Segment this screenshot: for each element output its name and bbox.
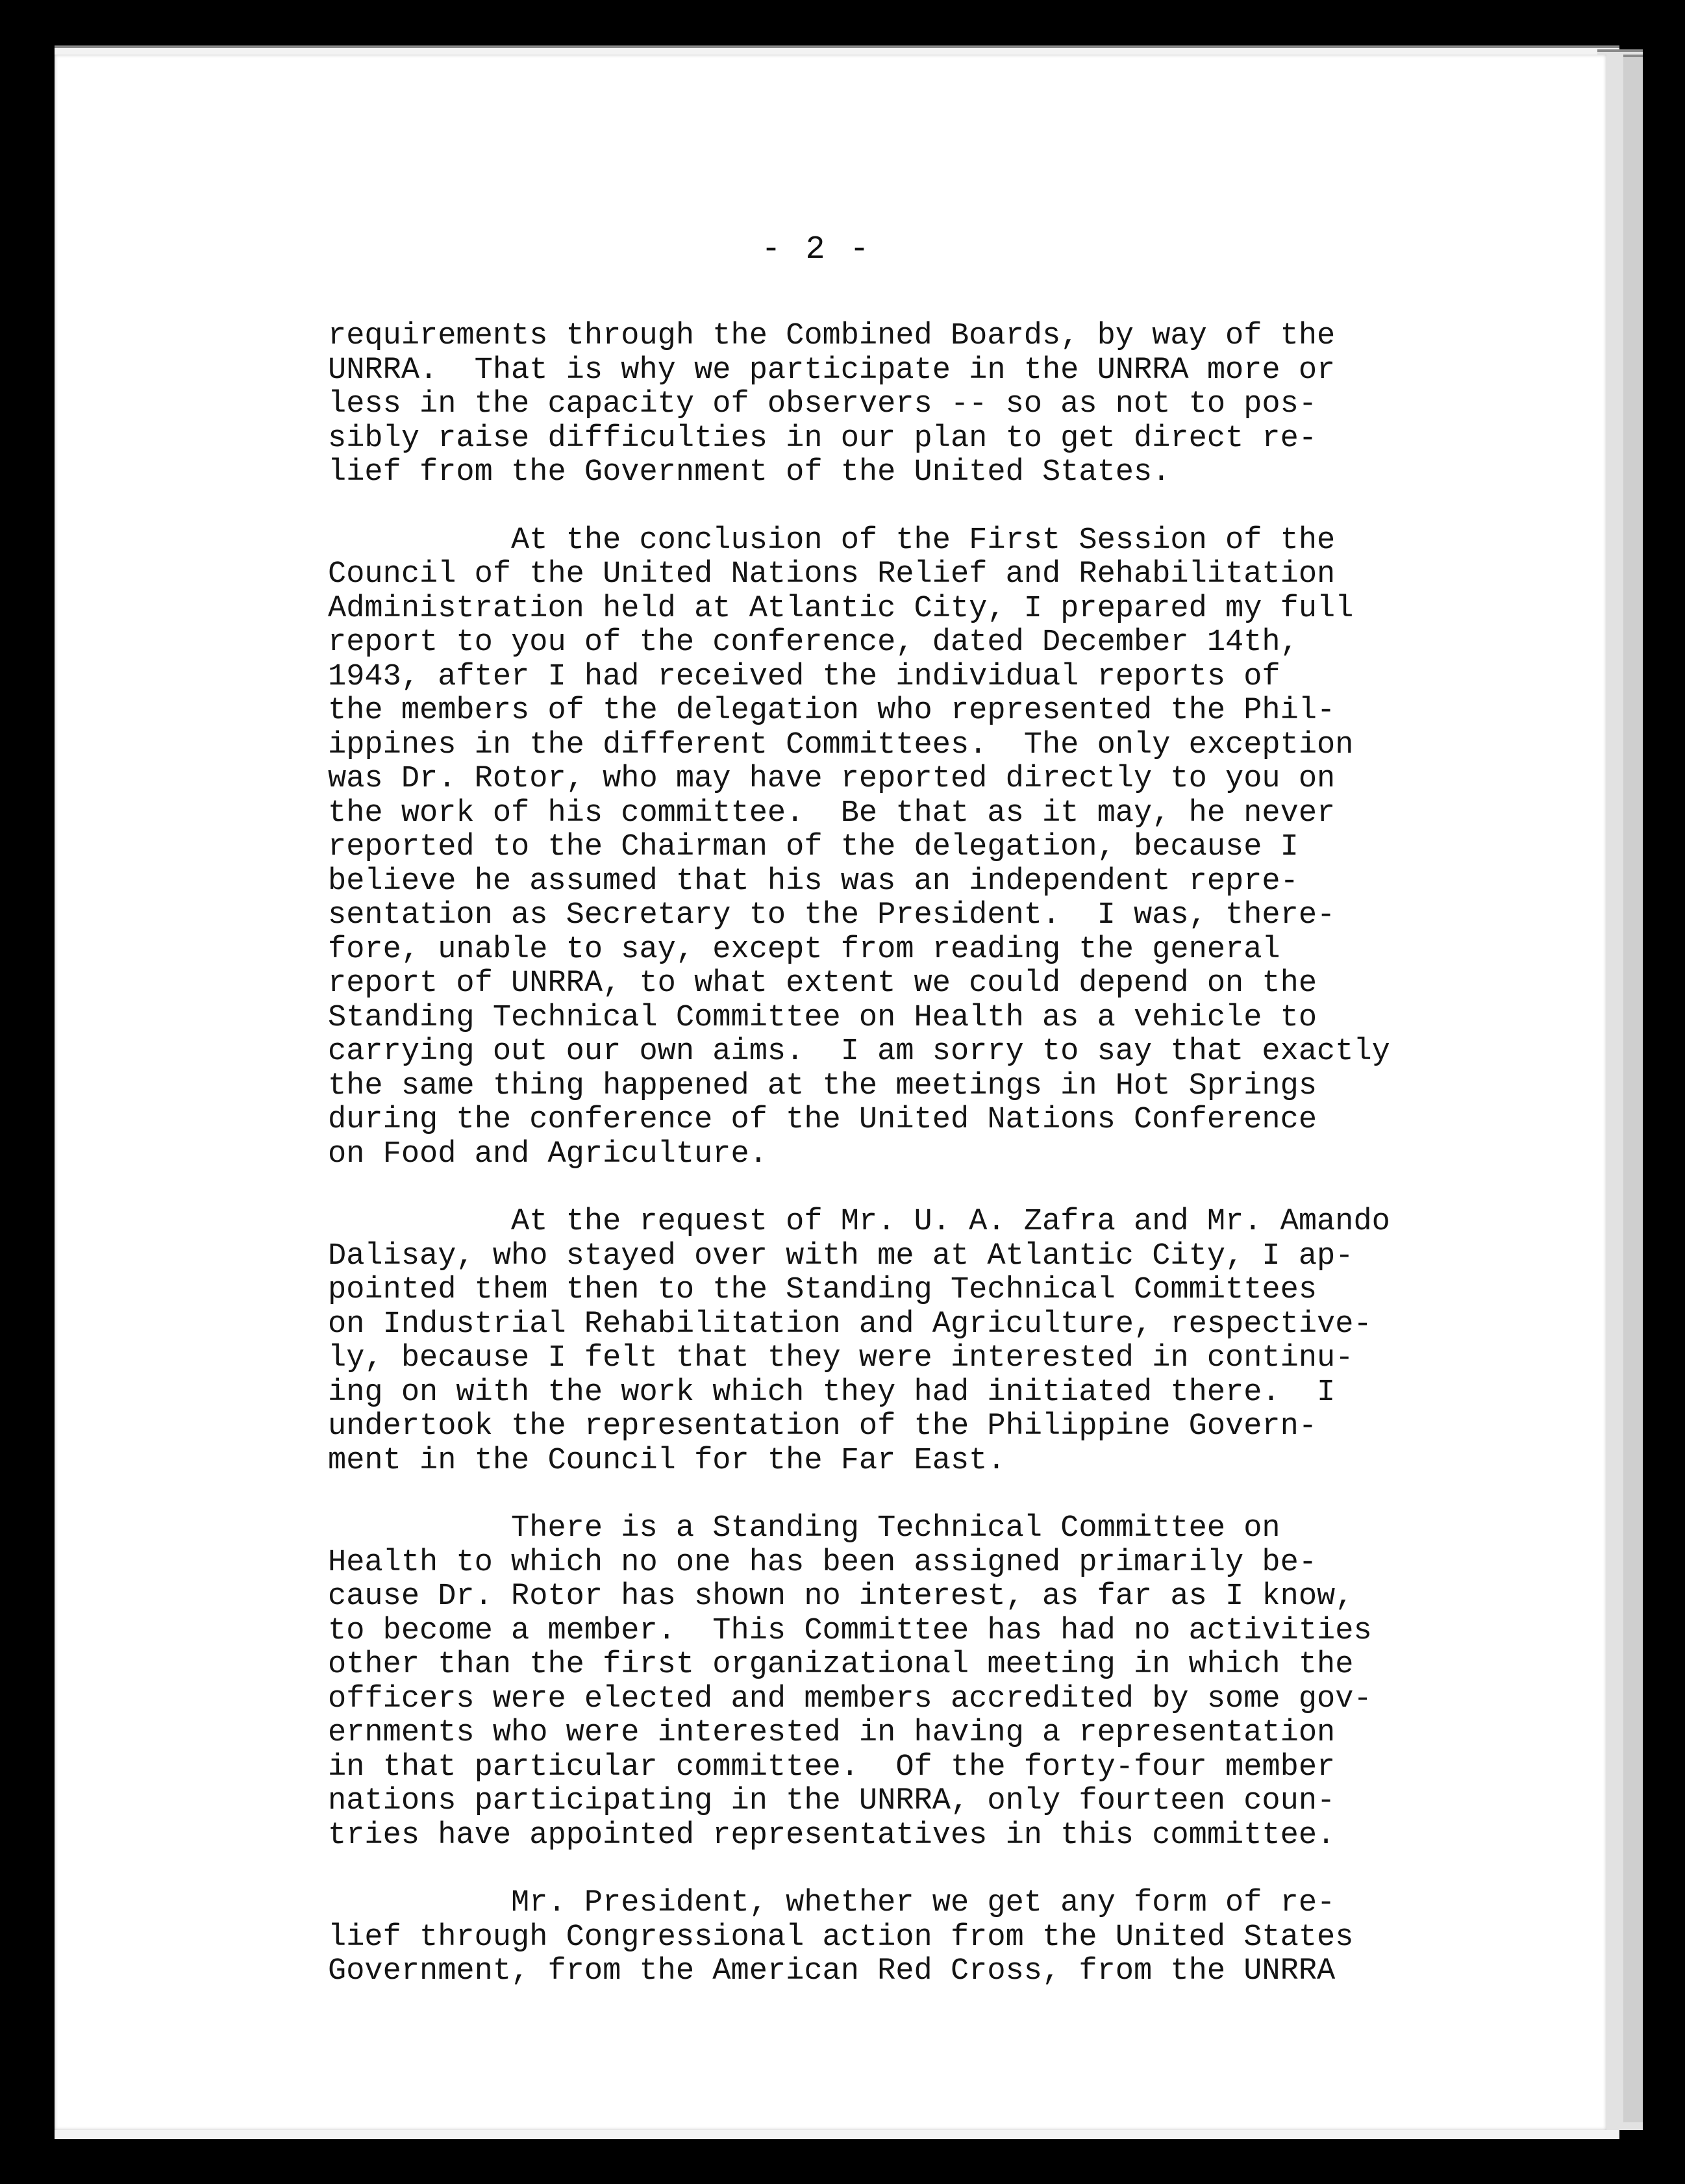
text-line: At the request of Mr. U. A. Zafra and Mr. Amando bbox=[328, 1205, 1390, 1239]
paragraph-3 bbox=[328, 1205, 1497, 1478]
text-line: sibly raise difficulties in our plan to get direct re- bbox=[328, 421, 1317, 456]
text-line: reported to the Chairman of the delegation, because I bbox=[328, 830, 1299, 864]
text-line: carrying out our own aims. I am sorry to say that exactly bbox=[328, 1035, 1390, 1069]
text-line: on Industrial Rehabilitation and Agriculture, respective- bbox=[328, 1307, 1372, 1342]
text-line: Government, from the American Red Cross, from the UNRRA bbox=[328, 1954, 1336, 1989]
text-line: Standing Technical Committee on Health as a vehicle to bbox=[328, 1000, 1317, 1035]
text-line: tries have appointed representatives in this committee. bbox=[328, 1818, 1336, 1853]
text-line: in that particular committee. Of the forty-four member bbox=[328, 1750, 1336, 1785]
text-line: At the conclusion of the First Session of the bbox=[328, 523, 1336, 558]
text-line: Dalisay, who stayed over with me at Atlantic City, I ap- bbox=[328, 1238, 1354, 1274]
text-line: UNRRA. That is why we participate in the UNRRA more or bbox=[328, 353, 1336, 388]
text-line: the same thing happened at the meetings in Hot Springs bbox=[328, 1068, 1317, 1103]
text-line: on Food and Agriculture. bbox=[328, 1136, 768, 1172]
text-line: There is a Standing Technical Committee on bbox=[328, 1511, 1280, 1546]
text-line: officers were elected and members accredited by some gov- bbox=[328, 1681, 1372, 1716]
text-line: ernments who were interested in having a representation bbox=[328, 1716, 1336, 1750]
text-line: Health to which no one has been assigned primarily be- bbox=[328, 1545, 1317, 1580]
text-line: other than the first organizational meeting in which the bbox=[328, 1648, 1354, 1682]
paragraph-1 bbox=[328, 320, 1497, 490]
text-line: Administration held at Atlantic City, I prepared my full bbox=[328, 591, 1354, 626]
text-line: Mr. President, whether we get any form of re- bbox=[328, 1886, 1336, 1920]
text-line: report to you of the conference, dated December 14th, bbox=[328, 625, 1299, 660]
text-line: undertook the representation of the Philippine Govern- bbox=[328, 1409, 1317, 1444]
paragraph-4 bbox=[328, 1512, 1497, 1853]
text-line: cause Dr. Rotor has shown no interest, as far as I know, bbox=[328, 1579, 1354, 1614]
paragraph-5 bbox=[328, 1887, 1497, 1989]
text-line: lief from the Government of the United States. bbox=[328, 455, 1171, 490]
text-line: the work of his committee. Be that as it may, he never bbox=[328, 796, 1336, 831]
text-line: requirements through the Combined Boards, by way of the bbox=[328, 319, 1336, 353]
text-line: was Dr. Rotor, who may have reported directly to you on bbox=[328, 762, 1336, 796]
text-line: ippines in the different Committees. The only exception bbox=[328, 727, 1354, 762]
text-line: 1943, after I had received the individual reports of bbox=[328, 659, 1280, 694]
text-line: during the conference of the United Nations Conference bbox=[328, 1103, 1317, 1137]
page-number: - 2 - bbox=[761, 231, 872, 268]
text-line: pointed them then to the Standing Technical Committees bbox=[328, 1273, 1317, 1307]
document-body bbox=[328, 320, 1497, 2023]
text-line: sentation as Secretary to the President. I was, there- bbox=[328, 898, 1336, 933]
text-line: Council of the United Nations Relief and Rehabilitation bbox=[328, 557, 1336, 592]
text-line: less in the capacity of observers -- so as not to pos- bbox=[328, 387, 1317, 421]
page-stack-edge-far-right bbox=[1623, 55, 1643, 2122]
text-line: the members of the delegation who represented the Phil- bbox=[328, 694, 1336, 728]
text-line: to become a member. This Committee has had no activities bbox=[328, 1613, 1372, 1648]
text-line: lief through Congressional action from the United States bbox=[328, 1920, 1354, 1955]
text-line: fore, unable to say, except from reading the general bbox=[328, 932, 1280, 967]
paragraph-2 bbox=[328, 524, 1497, 1172]
text-line: ment in the Council for the Far East. bbox=[328, 1443, 1006, 1478]
text-line: report of UNRRA, to what extent we could depend on the bbox=[328, 966, 1317, 1001]
text-line: believe he assumed that his was an independent repre- bbox=[328, 864, 1299, 899]
text-line: ing on with the work which they had initiated there. I bbox=[328, 1375, 1336, 1410]
text-line: ly, because I felt that they were interested in continu- bbox=[328, 1341, 1354, 1375]
text-line: nations participating in the UNRRA, only fourteen coun- bbox=[328, 1784, 1336, 1818]
